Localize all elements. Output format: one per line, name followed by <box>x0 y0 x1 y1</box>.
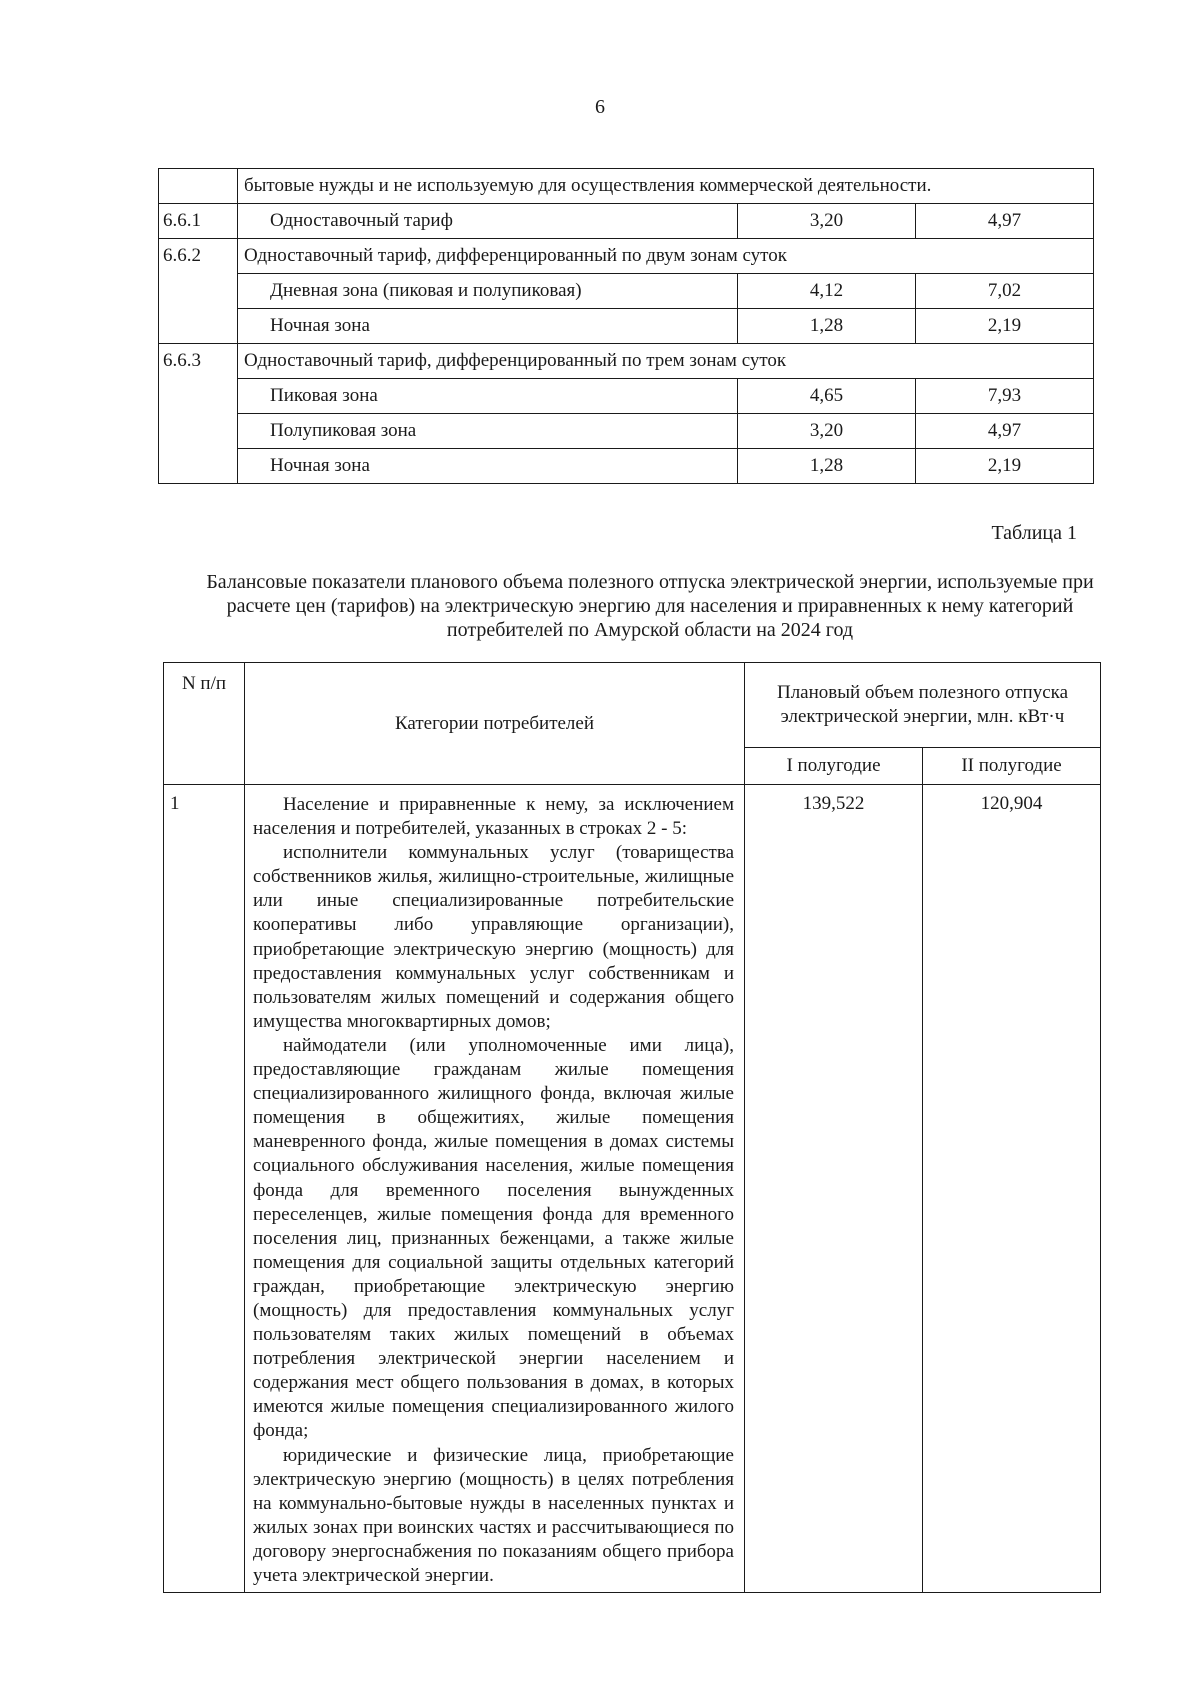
row-number: 1 <box>164 785 245 1593</box>
row-label: Дневная зона (пиковая и полупиковая) <box>238 274 738 309</box>
category-paragraph: Население и приравненные к нему, за исключением населения и потребителей, указанных в строках 2 - 5: <box>253 794 734 840</box>
category-paragraph: юридические и физические лица, приобретающие электрическую энергию (мощность) в целях потребления на коммунально-бытовые нужды в населенных пунктах и жилых зонах при воинских частях и рассчитывающиеся по договору энергоснабжения по показаниям общего прибора учета электрической энергии. <box>253 1444 734 1586</box>
table-row <box>159 344 1094 379</box>
page-number: 6 <box>595 96 605 118</box>
category-paragraph: исполнители коммунальных услуг (товарищества собственников жилья, жилищно-строительные, жилищные или иные специализированные потребительские кооперативы либо управляющие организации), приобретающие электрическую энергию (мощность) для предоставления коммунальных услуг собственникам и пользователям жилых помещений и содержания общего имущества многоквартирных домов; <box>253 842 734 1032</box>
row-label: Одноставочный тариф <box>238 204 738 239</box>
header-category: Категории потребителей <box>245 663 745 785</box>
row-label: Ночная зона <box>238 309 738 344</box>
value-cell: 4,97 <box>916 414 1094 449</box>
row-number <box>159 274 238 309</box>
table-row <box>159 414 1094 449</box>
row-number <box>159 169 238 204</box>
category-paragraph: наймодатели (или уполномоченные ими лица), предоставляющие гражданам жилые помещения специализированного жилищного фонда, включая жилые помещения в общежитиях, жилые помещения маневренного фонда, жилые помещения в домах системы социального обслуживания населения, жилые помещения фонда для временного поселения вынужденных переселенцев, жилые помещения фонда для временного поселения лиц, признанных беженцами, а также жилые помещения для социальной защиты отдельных категорий граждан, приобретающие электрическую энергию (мощность) для предоставления коммунальных услуг пользователям таких жилых помещений в объемах потребления электрической энергии населением и содержания мест общего пользования в домах, в которых имеются жилые помещения специализированного жилого фонда; <box>253 1034 734 1442</box>
header-half-1: I полугодие <box>745 748 923 785</box>
row-label: Одноставочный тариф, дифференцированный по двум зонам суток <box>238 239 1094 274</box>
value-cell: 4,12 <box>738 274 916 309</box>
value-cell: 3,20 <box>738 204 916 239</box>
table-row <box>159 239 1094 274</box>
value-cell: 2,19 <box>916 449 1094 484</box>
table-row <box>159 274 1094 309</box>
row-number <box>159 379 238 414</box>
table-row <box>159 379 1094 414</box>
table-caption: Балансовые показатели планового объема полезного отпуска электрической энергии, используемые при расчете цен (тарифов) на электрическую энергию для населения и приравненных к нему категорий потребителей по Амурской области на 2024 год <box>206 571 1094 641</box>
row-number <box>159 309 238 344</box>
table-row <box>159 169 1094 204</box>
value-cell: 1,28 <box>738 449 916 484</box>
value-cell: 3,20 <box>738 414 916 449</box>
table-row <box>159 449 1094 484</box>
value-cell: 2,19 <box>916 309 1094 344</box>
table-row <box>164 785 1101 1593</box>
value-cell: 7,93 <box>916 379 1094 414</box>
row-label: Пиковая зона <box>238 379 738 414</box>
row-number: 6.6.1 <box>159 204 238 239</box>
balance-table <box>163 662 1101 1593</box>
value-cell: 4,65 <box>738 379 916 414</box>
table-label: Таблица 1 <box>991 522 1077 544</box>
tariff-table <box>158 168 1094 484</box>
category-description <box>245 785 745 1593</box>
row-label: Одноставочный тариф, дифференцированный по трем зонам суток <box>238 344 1094 379</box>
row-label: Ночная зона <box>238 449 738 484</box>
row-number: 6.6.3 <box>159 344 238 379</box>
value-cell: 4,97 <box>916 204 1094 239</box>
table-row <box>159 204 1094 239</box>
row-label: Полупиковая зона <box>238 414 738 449</box>
continuation-text: бытовые нужды и не используемую для осуществления коммерческой деятельности. <box>238 169 1094 204</box>
header-volume: Плановый объем полезного отпуска электрической энергии, млн. кВт·ч <box>745 663 1101 748</box>
value-half-1: 139,522 <box>745 785 923 1593</box>
row-number: 6.6.2 <box>159 239 238 274</box>
table-row <box>159 309 1094 344</box>
value-cell: 7,02 <box>916 274 1094 309</box>
header-row <box>164 663 1101 748</box>
value-half-2: 120,904 <box>923 785 1101 1593</box>
row-number <box>159 449 238 484</box>
header-num: N п/п <box>164 663 245 785</box>
header-half-2: II полугодие <box>923 748 1101 785</box>
value-cell: 1,28 <box>738 309 916 344</box>
row-number <box>159 414 238 449</box>
